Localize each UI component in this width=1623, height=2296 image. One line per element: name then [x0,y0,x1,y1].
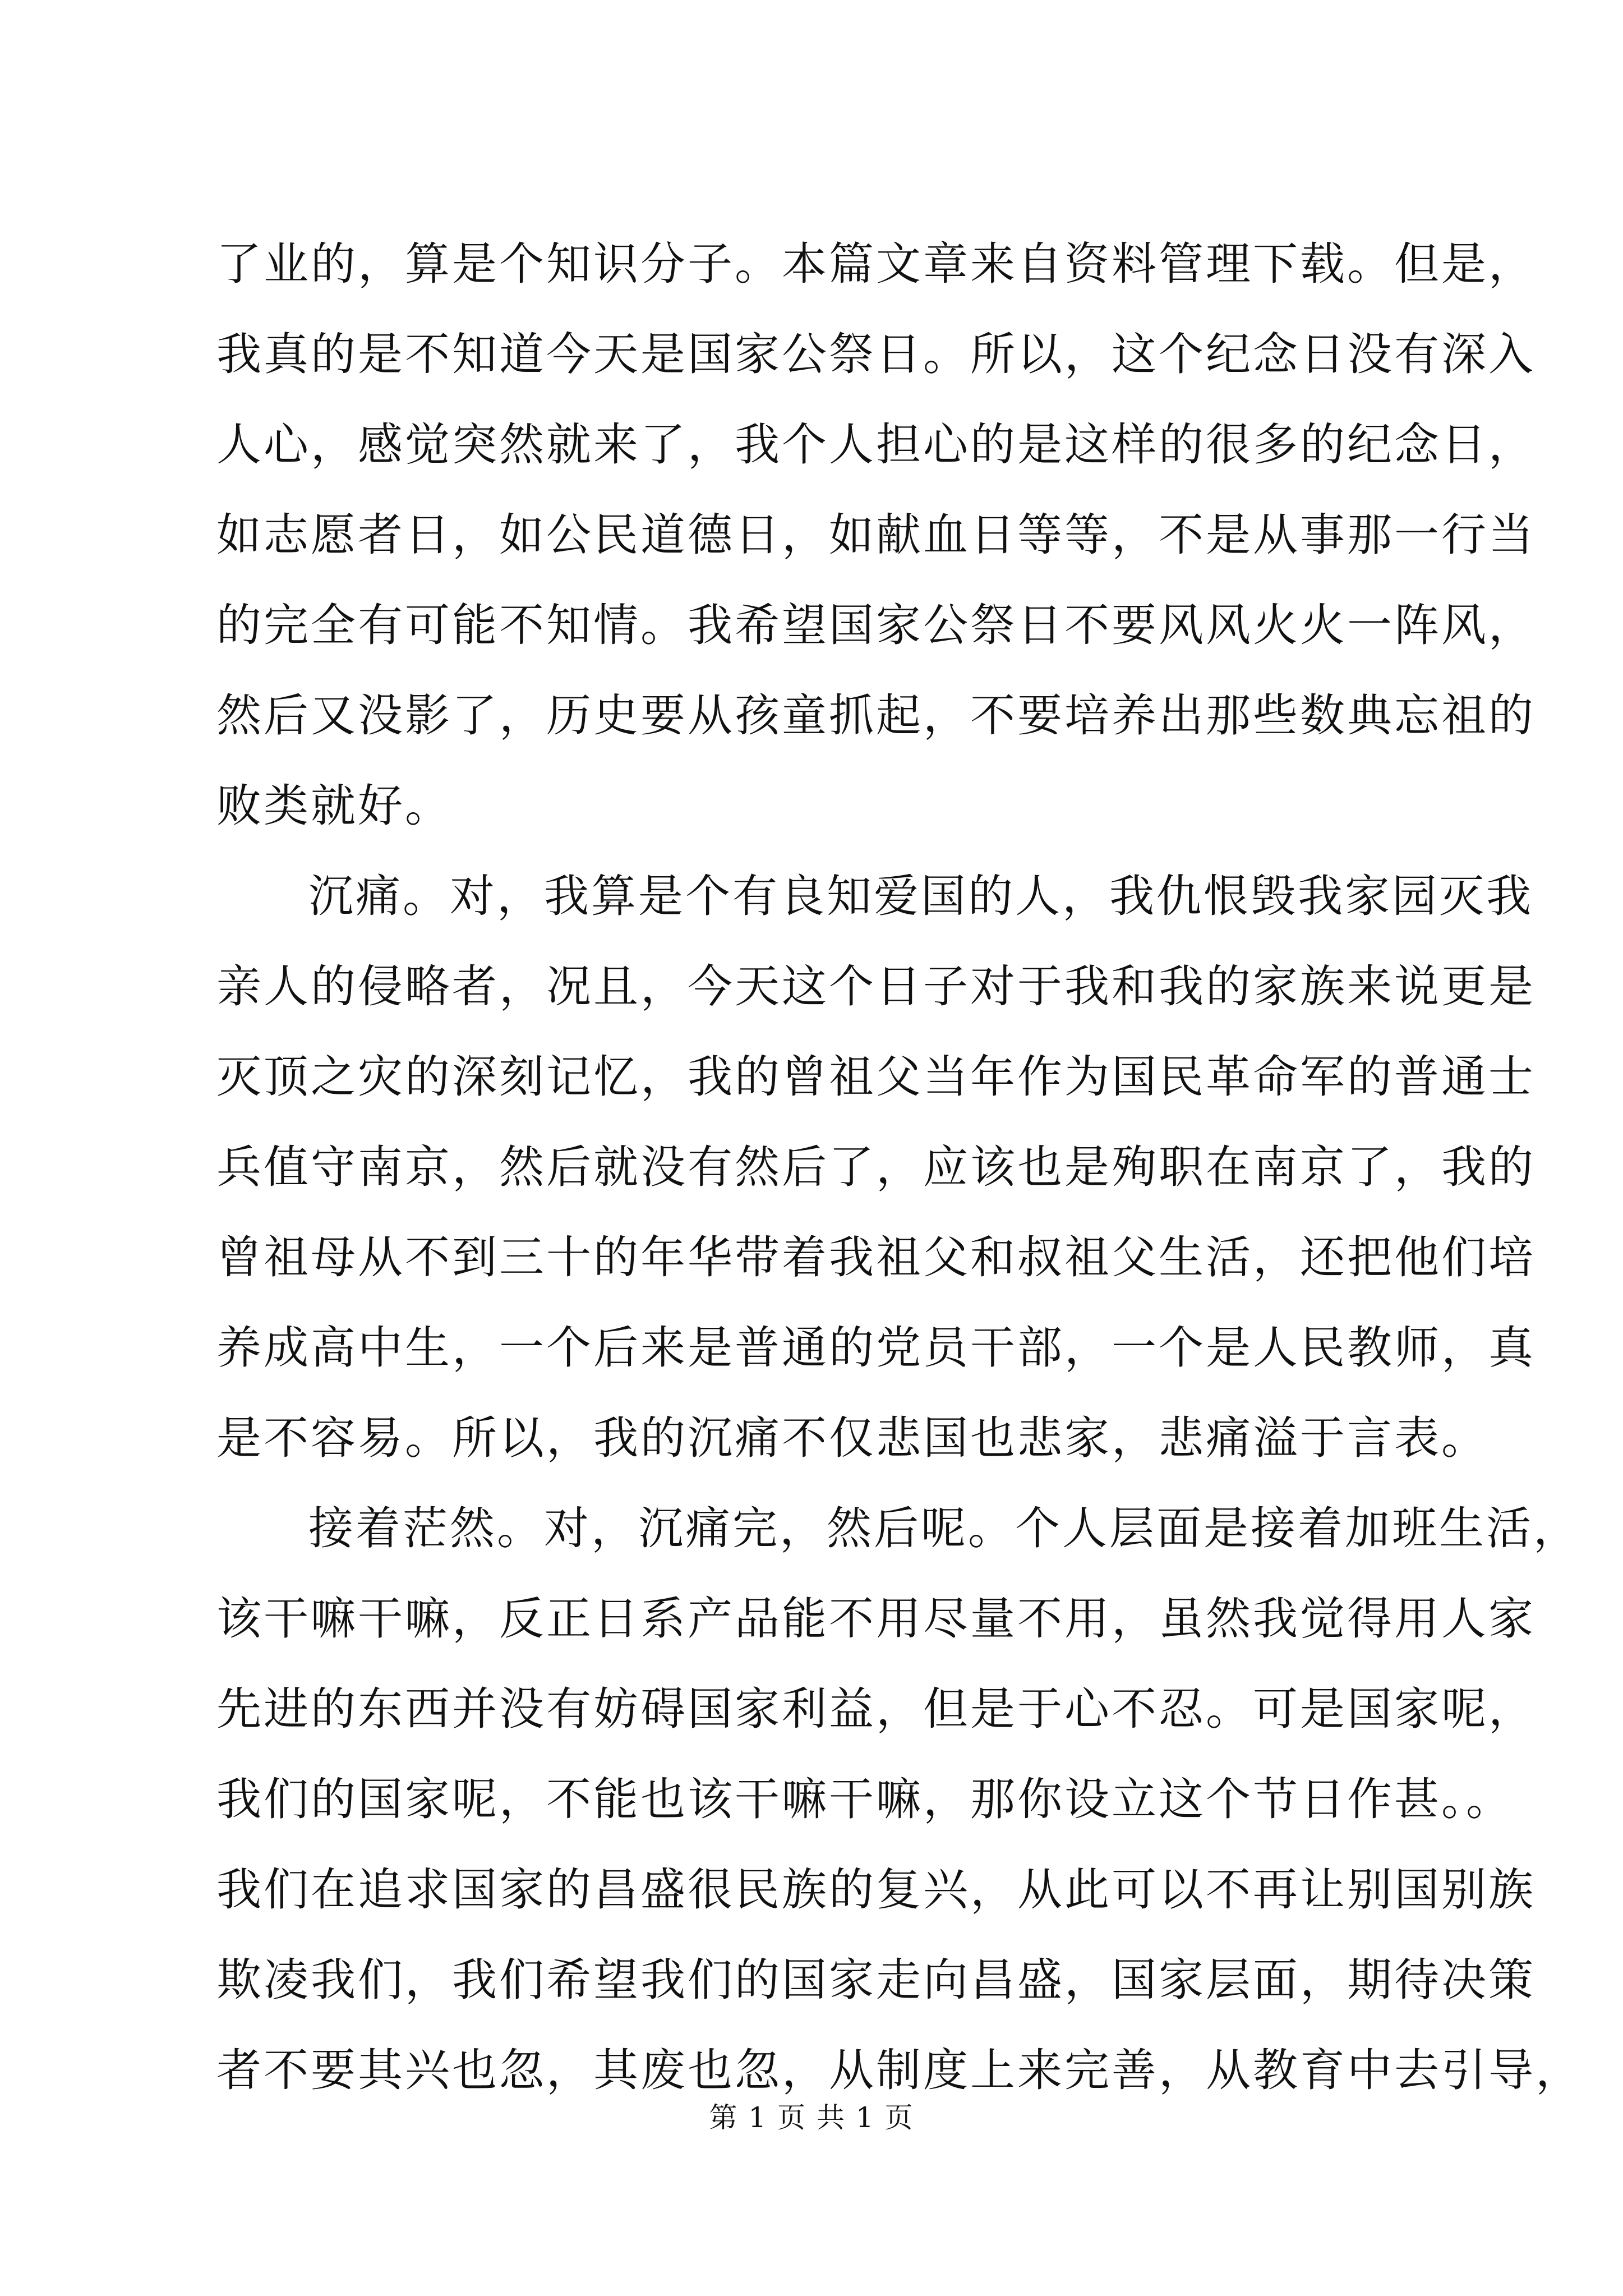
text-line: 养成高中生，一个后来是普通的党员干部，一个是人民教师，真 [216,1322,1536,1374]
text-line: 亲人的侵略者，况且，今天这个日子对于我和我的家族来说更是 [216,960,1536,1013]
text-line: 了业的，算是个知识分子。本篇文章来自资料管理下载。但是， [216,238,1536,290]
body-text [216,219,1583,2115]
text-line: 者不要其兴也忽，其废也忽，从制度上来完善，从教育中去引导， [216,2044,1583,2096]
paragraph-first-line: 沉痛。对，我算是个有良知爱国的人，我仇恨毁我家园灭我 [308,870,1533,922]
text-line: 然后又没影了，历史要从孩童抓起，不要培养出那些数典忘祖的 [216,689,1536,742]
text-line: 败类就好。 [216,780,452,832]
text-line: 兵值守南京，然后就没有然后了，应该也是殉职在南京了，我的 [216,1141,1536,1193]
page-number: 第 1 页 共 1 页 [709,2101,914,2134]
text-line: 我们在追求国家的昌盛很民族的复兴，从此可以不再让别国别族 [216,1864,1536,1916]
text-line: 如志愿者日，如公民道德日，如献血日等等，不是从事那一行当 [216,509,1536,561]
text-line: 该干嘛干嘛，反正日系产品能不用尽量不用，虽然我觉得用人家 [216,1593,1536,1645]
text-line: 是不容易。所以，我的沉痛不仅悲国也悲家，悲痛溢于言表。 [216,1412,1488,1464]
text-line: 人心，感觉突然就来了，我个人担心的是这样的很多的纪念日， [216,418,1536,471]
text-line: 先进的东西并没有妨碍国家利益，但是于心不忍。可是国家呢， [216,1683,1536,1735]
paragraph-first-line: 接着茫然。对，沉痛完，然后呢。个人层面是接着加班生活， [308,1502,1580,1554]
page-footer [0,2098,1623,2137]
text-line: 欺凌我们，我们希望我们的国家走向昌盛，国家层面，期待决策 [216,1954,1536,2006]
text-line: 我们的国家呢，不能也该干嘛干嘛，那你设立这个节日作甚。。 [216,1773,1513,1825]
text-line: 我真的是不知道今天是国家公祭日。所以，这个纪念日没有深入 [216,328,1536,380]
text-line: 曾祖母从不到三十的年华带着我祖父和叔祖父生活，还把他们培 [216,1231,1536,1283]
text-line: 灭顶之灾的深刻记忆，我的曾祖父当年作为国民革命军的普通士 [216,1051,1536,1103]
text-line: 的完全有可能不知情。我希望国家公祭日不要风风火火一阵风， [216,599,1536,651]
